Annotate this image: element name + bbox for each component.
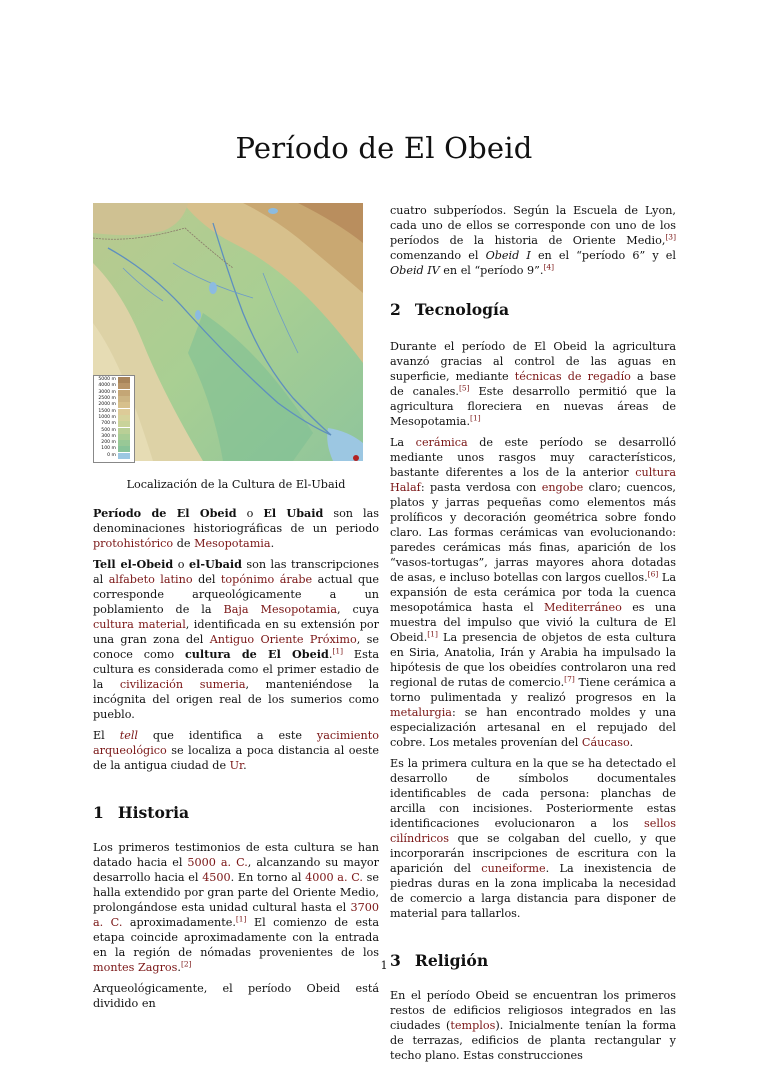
wiki-link[interactable]: Baja Mesopotamia — [223, 603, 337, 616]
wiki-link[interactable]: técnicas de regadío — [514, 370, 631, 383]
wiki-link[interactable]: árabe — [279, 573, 313, 586]
legend-item: 300 m — [96, 434, 132, 440]
seals-paragraph: Es la primera cultura en la que se ha detectado el desarrollo de símbolos documentales identificables de cada persona: planchas de arcilla con incisiones. Posteriormente estas identificaciones evolucionaron a los sellos cilíndricos que se colgaban del cuello, y que incorporarán inscripciones de escritura con la aparición del cuneiforme. La inexistencia de piedras duras en la zona implicaba la necesidad de comercio a larga distancia para disponer de material para tallarlos. — [390, 757, 676, 920]
wiki-link[interactable]: Antiguo Oriente Próximo — [209, 633, 357, 646]
wiki-link[interactable]: montes Zagros — [93, 961, 178, 974]
bold-term: El Ubaid — [263, 506, 324, 520]
page-number: 1 — [380, 959, 388, 972]
wiki-link[interactable]: 4000 a. C. — [305, 871, 363, 884]
citation-ref[interactable]: [7] — [564, 674, 575, 684]
citation-ref[interactable]: [3] — [665, 232, 676, 242]
historia-paragraph-cont: Arqueológicamente, el período Obeid está dividido en — [93, 982, 379, 1010]
location-paragraph: El tell que identifica a este yacimiento arqueológico se localiza a poca distancia al oeste de la antigua ciudad de Ur. — [93, 729, 379, 772]
elevation-legend — [93, 375, 135, 463]
wiki-link[interactable]: metalurgia — [390, 706, 452, 719]
figure-caption: Localización de la Cultura de El-Ubaid — [126, 478, 346, 491]
legend-item: 2500 m — [96, 396, 132, 402]
legend-item: 1500 m — [96, 408, 132, 414]
wiki-link[interactable]: Cáucaso — [581, 736, 630, 749]
ceramics-paragraph: La cerámica de este período se desarrolló mediante unos rasgos muy característicos, bastante diferentes a los de la anterior cultura Halaf: pasta verdosa con engobe claro; cuencos, platos y jarras pequeñas como elementos más prolíficos y decoración geométrica sobre fondo claro. Las formas cerámicas van evolucionando: paredes cerámicas más finas, aparición de los “vasos-tortugas”, jarras mayores ahora dotadas de asas, e incluso botellas con largos cuellos.[6] La expansión de esta cerámica por toda la cuenca mesopotámica hasta el Mediterráneo es una muestra del impulso que vivió la cultura de El Obeid.[1] La presencia de objetos de esta cultura en Siria, Anatolia, Irán y Arabia ha impulsado la hipótesis de que los obeidíes controlaron una red regional de rutas de comercio.[7] Tiene cerámica a torno pulimentada y realizó progresos en la metalurgia: se han encontrado moldes y una especialización artesanal en el repujado del cobre. Los metales provenían del Cáucaso. — [390, 436, 677, 749]
legend-item: 2000 m — [96, 402, 132, 408]
wiki-link[interactable]: civilización sumeria — [119, 678, 246, 691]
wiki-link[interactable]: protohistórico — [93, 537, 174, 550]
wiki-link[interactable]: topónimo — [220, 573, 275, 586]
subperiods-paragraph: cuatro subperíodos. Según la Escuela de Lyon, cada uno de ellos se corresponde con uno de los períodos de la historia de Oriente Medio,[3] comenzando el Obeid I en el “período 6” y el Obeid IV en el “período 9”.[4] — [390, 204, 677, 277]
agriculture-paragraph: Durante el período de El Obeid la agricultura avanzó gracias al control de las aguas en superficie, mediante técnicas de regadío a base de canales.[5] Este desarrollo permitió que la agricultura floreciera en nuevas áreas de Mesopotamia.[1] — [390, 340, 677, 428]
wiki-link[interactable]: engobe — [541, 481, 584, 494]
section-heading-religion: 3 Religión — [390, 951, 489, 970]
citation-ref[interactable]: [1] — [332, 646, 344, 656]
citation-ref[interactable]: [1] — [470, 413, 481, 423]
bold-term: el-Ubaid — [188, 557, 242, 571]
wiki-link[interactable]: Mesopotamia — [194, 537, 271, 550]
citation-ref[interactable]: [4] — [543, 262, 555, 272]
legend-item: 3000 m — [96, 390, 132, 396]
page-title: Período de El Obeid — [235, 131, 533, 166]
historia-paragraph: Los primeros testimonios de esta cultura se han datado hacia el 5000 a. C., alcanzando su mayor desarrollo hacia el 4500. En torno al 4000 a. C. se halla extendido por gran parte del Oriente Medio, prolongándose esta unidad cultural hasta el 3700 a. C. aproximadamente.[1] El comienzo de esta etapa coincide aproximadamente con la entrada en la región de nómadas provenientes de los montes Zagros.[2] — [93, 841, 380, 974]
legend-item: 5000 m — [96, 377, 132, 383]
italic-term: Obeid I — [485, 249, 531, 262]
legend-item: 0 m — [96, 453, 132, 459]
legend-item: 700 m — [96, 421, 132, 427]
wiki-link[interactable]: 5000 a. C. — [187, 856, 248, 869]
location-map — [93, 203, 363, 461]
wiki-link[interactable]: Ur — [229, 759, 244, 772]
italic-term: Obeid IV — [390, 264, 440, 277]
citation-ref[interactable]: [1] — [427, 629, 438, 639]
wiki-link[interactable]: sellos cilíndricos — [390, 817, 676, 845]
wiki-link[interactable]: 4500 — [202, 871, 231, 884]
section-heading-tecnologia: 2 Tecnología — [390, 300, 510, 319]
wiki-link[interactable]: 3700 a. C. — [93, 901, 379, 929]
wiki-link[interactable]: alfabeto latino — [108, 573, 193, 586]
wiki-link[interactable]: cuneiforme — [481, 862, 546, 875]
citation-ref[interactable]: [6] — [647, 569, 659, 579]
section-heading-historia: 1 Historia — [93, 803, 190, 822]
legend-item: 1000 m — [96, 415, 132, 421]
definition-paragraph: Tell el-Obeid o el-Ubaid son las transcripciones al alfabeto latino del topónimo árabe actual que corresponde arqueológicamente a un poblamiento de la Baja Mesopotamia, cuya cultura material, identificada en su extensión por una gran zona del Antiguo Oriente Próximo, se conoce como cultura de El Obeid.[1] Esta cultura es considerada como el primer estadio de la civilización sumeria, manteniéndose la incógnita del origen real de los sumerios como pueblo. — [93, 557, 380, 721]
citation-ref[interactable]: [1] — [235, 914, 247, 924]
bold-term: Período de El Obeid — [93, 506, 237, 520]
wiki-link[interactable]: templos — [450, 1019, 496, 1032]
citation-ref[interactable]: [2] — [180, 959, 192, 969]
citation-ref[interactable]: [5] — [458, 383, 470, 393]
legend-item: 500 m — [96, 427, 132, 433]
wiki-link[interactable]: tell — [119, 729, 138, 742]
wiki-link[interactable]: cultura material — [93, 618, 186, 631]
legend-item: 100 m — [96, 446, 132, 452]
wiki-link[interactable]: cultura Halaf — [390, 466, 676, 494]
bold-term: Tell el-Obeid — [93, 557, 174, 571]
wiki-link[interactable]: Mediterráneo — [543, 601, 622, 614]
religion-paragraph: En el período Obeid se encuentran los primeros restos de edificios religiosos integrados en las ciudades (templos). Inicialmente tenían la forma de terrazas, edificios de planta rectangular y techo plano. Estas construcciones — [390, 989, 676, 1062]
legend-item: 200 m — [96, 440, 132, 446]
legend-item: 4000 m — [96, 383, 132, 389]
left-column — [93, 203, 379, 1017]
wiki-link[interactable]: cerámica — [415, 436, 468, 449]
intro-paragraph: Período de El Obeid o El Ubaid son las denominaciones historiográficas de un periodo protohistórico de Mesopotamia. — [93, 506, 379, 550]
right-column — [390, 203, 676, 1069]
wiki-link[interactable]: yacimiento arqueológico — [93, 729, 379, 757]
bold-term: cultura de El Obeid — [184, 647, 329, 661]
